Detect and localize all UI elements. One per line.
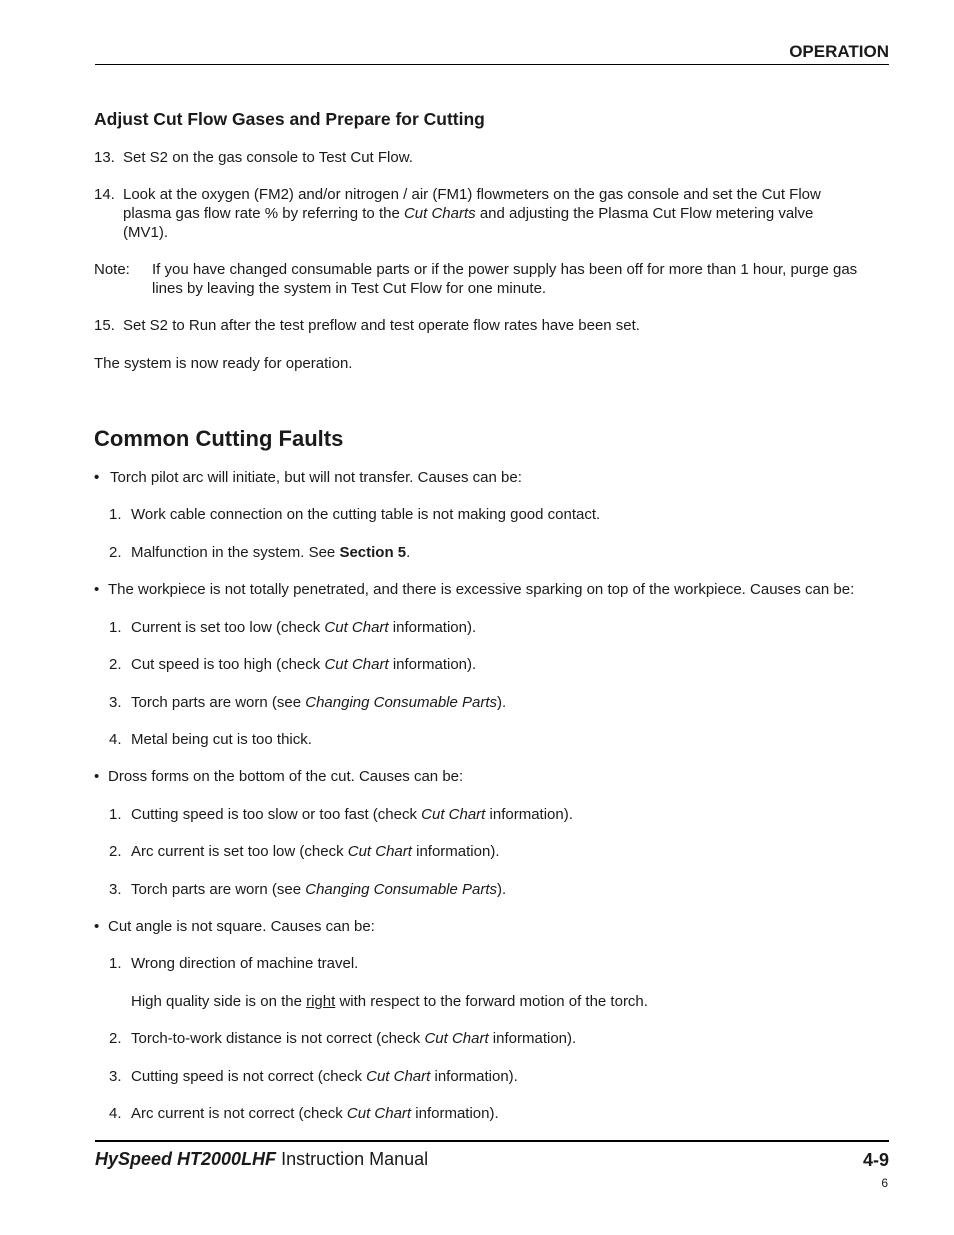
item-text: Cutting speed is not correct (check bbox=[131, 1068, 367, 1085]
item-number: 3. bbox=[109, 881, 122, 898]
list-item bbox=[109, 1029, 576, 1048]
bullet-icon: • bbox=[94, 918, 100, 935]
item-text: Torch parts are worn (see bbox=[131, 694, 306, 711]
cut-charts-ref: Cut Charts bbox=[403, 205, 476, 222]
ready-text: The system is now ready for operation. bbox=[94, 355, 353, 372]
list-item bbox=[109, 954, 358, 973]
bullet-text: Dross forms on the bottom of the cut. Causes can be: bbox=[108, 768, 464, 785]
list-item-note bbox=[131, 992, 648, 1011]
list-item bbox=[109, 693, 506, 712]
note-line2: lines by leaving the system in Test Cut Flow for one minute. bbox=[152, 280, 547, 297]
bullet-text: The workpiece is not totally penetrated, and there is excessive sparking on top of the workpiece. Causes can be: bbox=[108, 581, 855, 598]
page-number: 4-9 bbox=[862, 1150, 889, 1170]
item-text: Torch parts are worn (see bbox=[131, 881, 306, 898]
item-text: Cutting speed is too slow or too fast (check bbox=[131, 806, 422, 823]
item-number: 4. bbox=[109, 1105, 122, 1122]
item-text-end: information). bbox=[411, 843, 500, 860]
cut-chart-ref: Cut Chart bbox=[324, 656, 389, 673]
footer-rule bbox=[95, 1140, 889, 1142]
consumable-parts-ref: Changing Consumable Parts bbox=[305, 881, 498, 898]
bullet-icon: • bbox=[94, 581, 100, 598]
section-header: OPERATION bbox=[789, 42, 889, 61]
bullet-text: Torch pilot arc will initiate, but will not transfer. Causes can be: bbox=[110, 469, 522, 486]
item-number: 1. bbox=[109, 806, 122, 823]
note-text-end: with respect to the forward motion of the torch. bbox=[335, 993, 648, 1010]
item-number: 1. bbox=[109, 955, 122, 972]
list-item bbox=[109, 655, 476, 674]
item-text-end: ). bbox=[497, 694, 507, 711]
note-label: Note: bbox=[94, 261, 130, 278]
consumable-parts-ref: Changing Consumable Parts bbox=[305, 694, 498, 711]
list-item bbox=[109, 880, 506, 899]
footer-title bbox=[95, 1149, 428, 1170]
step-text: Set S2 on the gas console to Test Cut Flow. bbox=[123, 149, 413, 166]
right-emphasis: right bbox=[306, 993, 336, 1010]
list-item bbox=[109, 842, 500, 861]
header-rule bbox=[95, 64, 889, 65]
section-heading-adjust: Adjust Cut Flow Gases and Prepare for Cutting bbox=[94, 109, 485, 129]
note bbox=[94, 260, 857, 298]
item-text: Arc current is set too low (check bbox=[131, 843, 348, 860]
item-text: Work cable connection on the cutting table is not making good contact. bbox=[131, 506, 601, 523]
item-text: Arc current is not correct (check bbox=[131, 1105, 347, 1122]
note-text: High quality side is on the bbox=[131, 993, 307, 1010]
bullet-text: Cut angle is not square. Causes can be: bbox=[108, 918, 375, 935]
item-text: Metal being cut is too thick. bbox=[131, 731, 312, 748]
list-item bbox=[109, 543, 410, 562]
fault-bullet-2 bbox=[94, 580, 854, 599]
item-text: Torch-to-work distance is not correct (check bbox=[131, 1030, 425, 1047]
item-text: Wrong direction of machine travel. bbox=[131, 955, 359, 972]
item-number: 1. bbox=[109, 619, 122, 636]
step-text: Set S2 to Run after the test preflow and test operate flow rates have been set. bbox=[123, 317, 640, 334]
item-number: 2. bbox=[109, 1030, 122, 1047]
sheet-number: 6 bbox=[881, 1176, 888, 1190]
step-text-line1: Look at the oxygen (FM2) and/or nitrogen / air (FM1) flowmeters on the gas console and set the Cut Flow bbox=[123, 186, 821, 203]
item-text-end: information). bbox=[485, 806, 573, 823]
bullet-icon: • bbox=[94, 469, 100, 486]
item-number: 2. bbox=[109, 544, 122, 561]
step-14 bbox=[94, 185, 821, 242]
item-number: 4. bbox=[109, 731, 122, 748]
list-item bbox=[109, 505, 600, 524]
cut-chart-ref: Cut Chart bbox=[424, 1030, 489, 1047]
fault-bullet-3 bbox=[94, 767, 463, 786]
item-number: 3. bbox=[109, 694, 122, 711]
item-text: Current is set too low (check bbox=[131, 619, 325, 636]
fault-bullet-4 bbox=[94, 917, 375, 936]
cut-chart-ref: Cut Chart bbox=[346, 1105, 412, 1122]
cut-chart-ref: Cut Chart bbox=[366, 1068, 431, 1085]
step-number: 15. bbox=[94, 317, 115, 334]
list-item bbox=[109, 1067, 518, 1086]
item-text: Malfunction in the system. See bbox=[131, 544, 340, 561]
item-number: 3. bbox=[109, 1068, 122, 1085]
cut-chart-ref: Cut Chart bbox=[421, 806, 486, 823]
list-item bbox=[109, 1104, 499, 1123]
bullet-icon: • bbox=[94, 768, 100, 785]
item-text-end: ). bbox=[497, 881, 507, 898]
item-number: 1. bbox=[109, 506, 122, 523]
item-text-end: information). bbox=[488, 1030, 577, 1047]
item-text-end: . bbox=[406, 544, 411, 561]
list-item bbox=[109, 730, 312, 749]
step-number: 13. bbox=[94, 149, 115, 166]
list-item bbox=[109, 805, 573, 824]
item-text: Cut speed is too high (check bbox=[131, 656, 325, 673]
item-text-end: information). bbox=[388, 619, 477, 636]
list-item bbox=[109, 618, 476, 637]
cut-chart-ref: Cut Chart bbox=[347, 843, 412, 860]
step-number: 14. bbox=[94, 186, 115, 203]
item-number: 2. bbox=[109, 843, 122, 860]
step-text-line2: plasma gas flow rate % by referring to the bbox=[123, 205, 404, 222]
step-text-line2b: and adjusting the Plasma Cut Flow metering valve bbox=[475, 205, 814, 222]
fault-bullet-1 bbox=[94, 468, 522, 487]
product-name: HySpeed HT2000LHF bbox=[95, 1149, 277, 1169]
step-text-line3: (MV1). bbox=[123, 224, 168, 241]
item-text-end: information). bbox=[388, 656, 477, 673]
step-13 bbox=[94, 148, 413, 167]
item-text-end: information). bbox=[411, 1105, 499, 1122]
item-text-end: information). bbox=[430, 1068, 518, 1085]
note-line1: If you have changed consumable parts or if the power supply has been off for more than 1 hour, purge gas bbox=[152, 261, 858, 278]
manual-label: Instruction Manual bbox=[276, 1149, 429, 1169]
item-number: 2. bbox=[109, 656, 122, 673]
section-heading-faults: Common Cutting Faults bbox=[94, 426, 344, 451]
section-5-ref: Section 5 bbox=[339, 544, 407, 561]
cut-chart-ref: Cut Chart bbox=[324, 619, 389, 636]
step-15 bbox=[94, 316, 640, 335]
